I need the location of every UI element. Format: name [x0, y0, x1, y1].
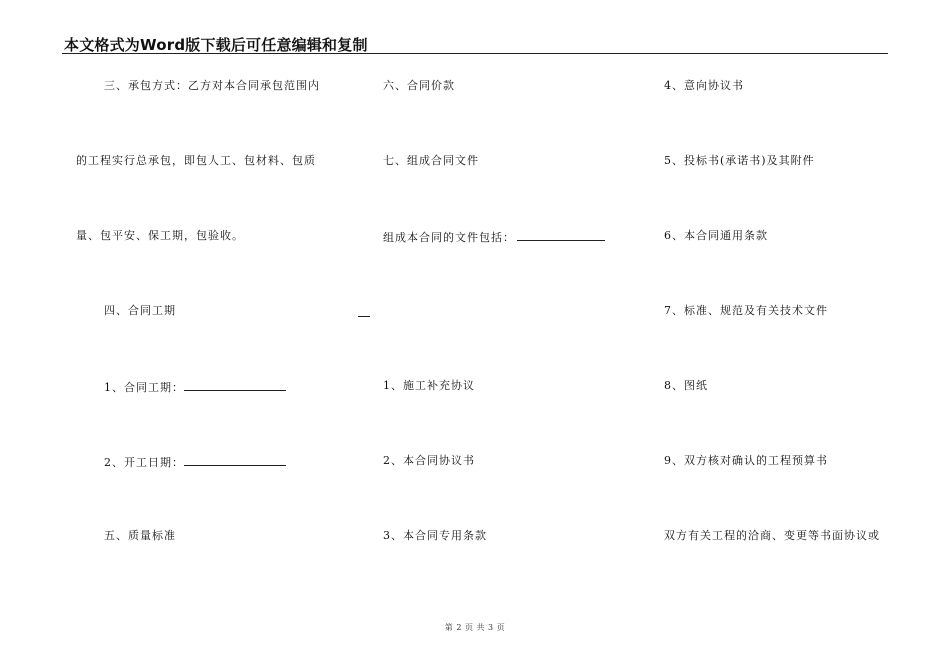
blank-documents-include[interactable]: [517, 229, 605, 241]
list-item-agreement-book: 2、本合同协议书: [383, 454, 475, 467]
list-item-general-terms: 6、本合同通用条款: [664, 229, 768, 242]
blank-start-date[interactable]: [184, 454, 286, 466]
text-line-quality-safety: 量、包平安、保工期，包验收。: [76, 229, 244, 242]
section-heading-contract-price: 六、合同价款: [383, 79, 455, 92]
document-header-title: 本文格式为Word版下载后可任意编辑和复制: [64, 36, 368, 54]
list-item-supplementary-agreement: 1、施工补充协议: [383, 379, 475, 392]
header-divider: [62, 53, 888, 54]
field-contract-period: [104, 379, 286, 395]
list-item-tender-document: 5、投标书(承诺书)及其附件: [664, 154, 815, 167]
section-heading-quality-standard: 五、质量标准: [104, 529, 176, 542]
field-documents-include: [383, 229, 605, 245]
text-line-contract-method: 三、承包方式：乙方对本合同承包范围内: [104, 79, 320, 92]
field-label-contract-period: 1、合同工期：: [104, 381, 184, 394]
field-start-date: [104, 454, 286, 470]
section-heading-contract-period: 四、合同工期: [104, 304, 176, 317]
list-item-budget: 9、双方核对确认的工程预算书: [664, 454, 828, 467]
page-number: 第 2 页 共 3 页: [444, 623, 506, 632]
field-label-documents-include: 组成本合同的文件包括：: [383, 231, 515, 244]
text-line-general-contract: 的工程实行总承包，即包人工、包材料、包质: [76, 154, 316, 167]
list-item-letter-of-intent: 4、意向协议书: [664, 79, 744, 92]
dash-mark: [358, 316, 370, 317]
blank-contract-period[interactable]: [184, 379, 286, 391]
field-label-start-date: 2、开工日期：: [104, 456, 184, 469]
list-item-special-terms: 3、本合同专用条款: [383, 529, 487, 542]
list-item-drawings: 8、图纸: [664, 379, 708, 392]
list-item-standards: 7、标准、规范及有关技术文件: [664, 304, 828, 317]
section-heading-contract-documents: 七、组成合同文件: [383, 154, 479, 167]
text-line-written-agreements: 双方有关工程的洽商、变更等书面协议或: [664, 529, 880, 542]
